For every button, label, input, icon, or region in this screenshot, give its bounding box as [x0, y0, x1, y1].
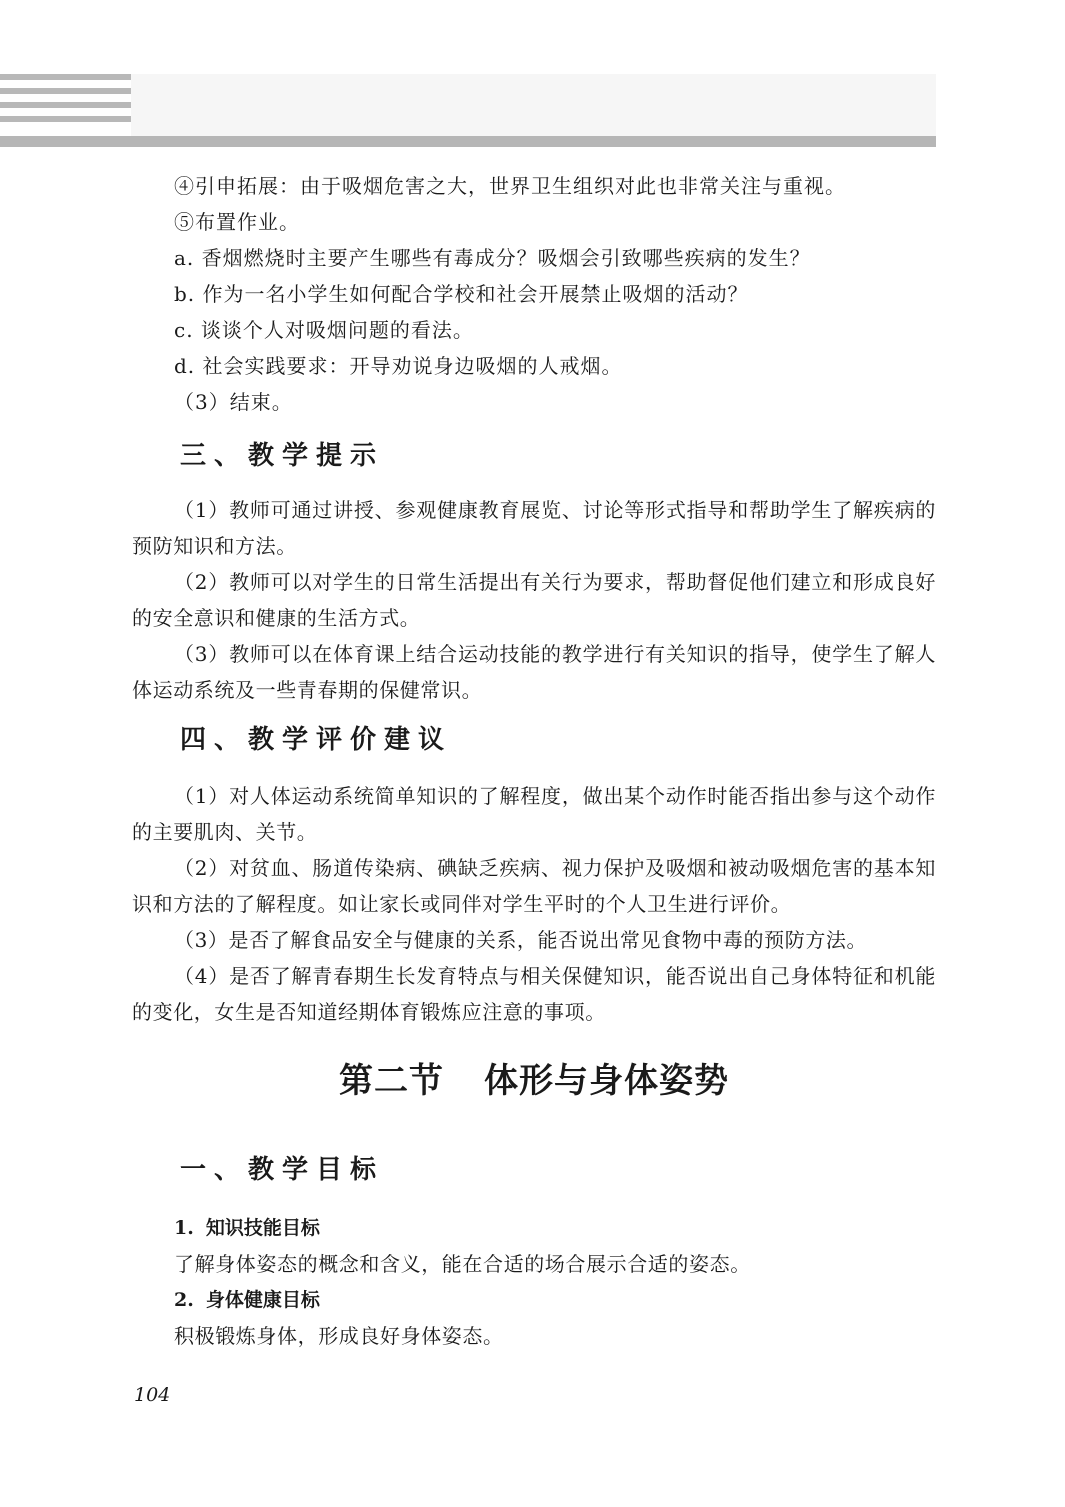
objective-title	[132, 1210, 936, 1246]
objectives-heading: 一、教学目标	[180, 1155, 385, 1185]
teaching-tips	[132, 492, 936, 708]
activity-line: b. 作为一名小学生如何配合学校和社会开展禁止吸烟的活动？	[174, 282, 749, 306]
teaching-tips-heading: 三、教学提示	[180, 441, 385, 471]
activity-line: d. 社会实践要求：开导劝说身边吸烟的人戒烟。	[174, 354, 623, 378]
tip-paragraph: （3）教师可以在体育课上结合运动技能的教学进行有关知识的指导，使学生了解人体运动系统及一些青春期的保健常识。	[132, 642, 936, 702]
page-content	[132, 168, 936, 1354]
section-title	[132, 1054, 936, 1108]
evaluation-suggestions	[132, 778, 936, 1030]
objective-title	[132, 1282, 936, 1318]
activity-line: ⑤布置作业。	[174, 210, 300, 234]
objectives	[132, 1210, 936, 1354]
activity-line: ④引申拓展：由于吸烟危害之大，世界卫生组织对此也非常关注与重视。	[174, 174, 846, 198]
evaluation-paragraph: （2）对贫血、肠道传染病、碘缺乏疾病、视力保护及吸烟和被动吸烟危害的基本知识和方法的了解程度。如让家长或同伴对学生平时的个人卫生进行评价。	[132, 856, 936, 916]
evaluation-paragraph: （4）是否了解青春期生长发育特点与相关保健知识，能否说出自己身体特征和机能的变化，女生是否知道经期体育锻炼应注意的事项。	[132, 964, 936, 1024]
evaluation-paragraph: （3）是否了解食品安全与健康的关系，能否说出常见食物中毒的预防方法。	[174, 928, 868, 952]
evaluation-paragraph: （1）对人体运动系统简单知识的了解程度，做出某个动作时能否指出参与这个动作的主要肌肉、关节。	[132, 784, 936, 844]
header-band	[131, 74, 936, 136]
activity-line: a. 香烟燃烧时主要产生哪些有毒成分？吸烟会引致哪些疾病的发生？	[174, 246, 811, 270]
activity-line: （3）结束。	[174, 390, 293, 414]
objective-text: 了解身体姿态的概念和含义，能在合适的场合展示合适的姿态。	[174, 1252, 751, 1276]
evaluation-heading: 四、教学评价建议	[180, 725, 453, 755]
objective-title-text: 知识技能目标	[205, 1217, 320, 1239]
objective-number: 1.	[174, 1217, 194, 1239]
objective-title-text: 身体健康目标	[205, 1289, 320, 1311]
header-bar	[0, 136, 936, 147]
objective-text: 积极锻炼身体，形成良好身体姿态。	[174, 1324, 504, 1348]
objective-number: 2.	[174, 1289, 194, 1311]
page-number: 104	[134, 1384, 171, 1406]
section-name: 体形与身体姿势	[484, 1061, 729, 1101]
tip-paragraph: （2）教师可以对学生的日常生活提出有关行为要求，帮助督促他们建立和形成良好的安全意识和健康的生活方式。	[132, 570, 936, 630]
activity-line: c. 谈谈个人对吸烟问题的看法。	[174, 318, 474, 342]
activity-list	[132, 168, 936, 420]
section-number: 第二节	[339, 1061, 444, 1101]
tip-paragraph: （1）教师可通过讲授、参观健康教育展览、讨论等形式指导和帮助学生了解疾病的预防知识和方法。	[132, 498, 936, 558]
header-decoration-lines	[0, 74, 131, 130]
